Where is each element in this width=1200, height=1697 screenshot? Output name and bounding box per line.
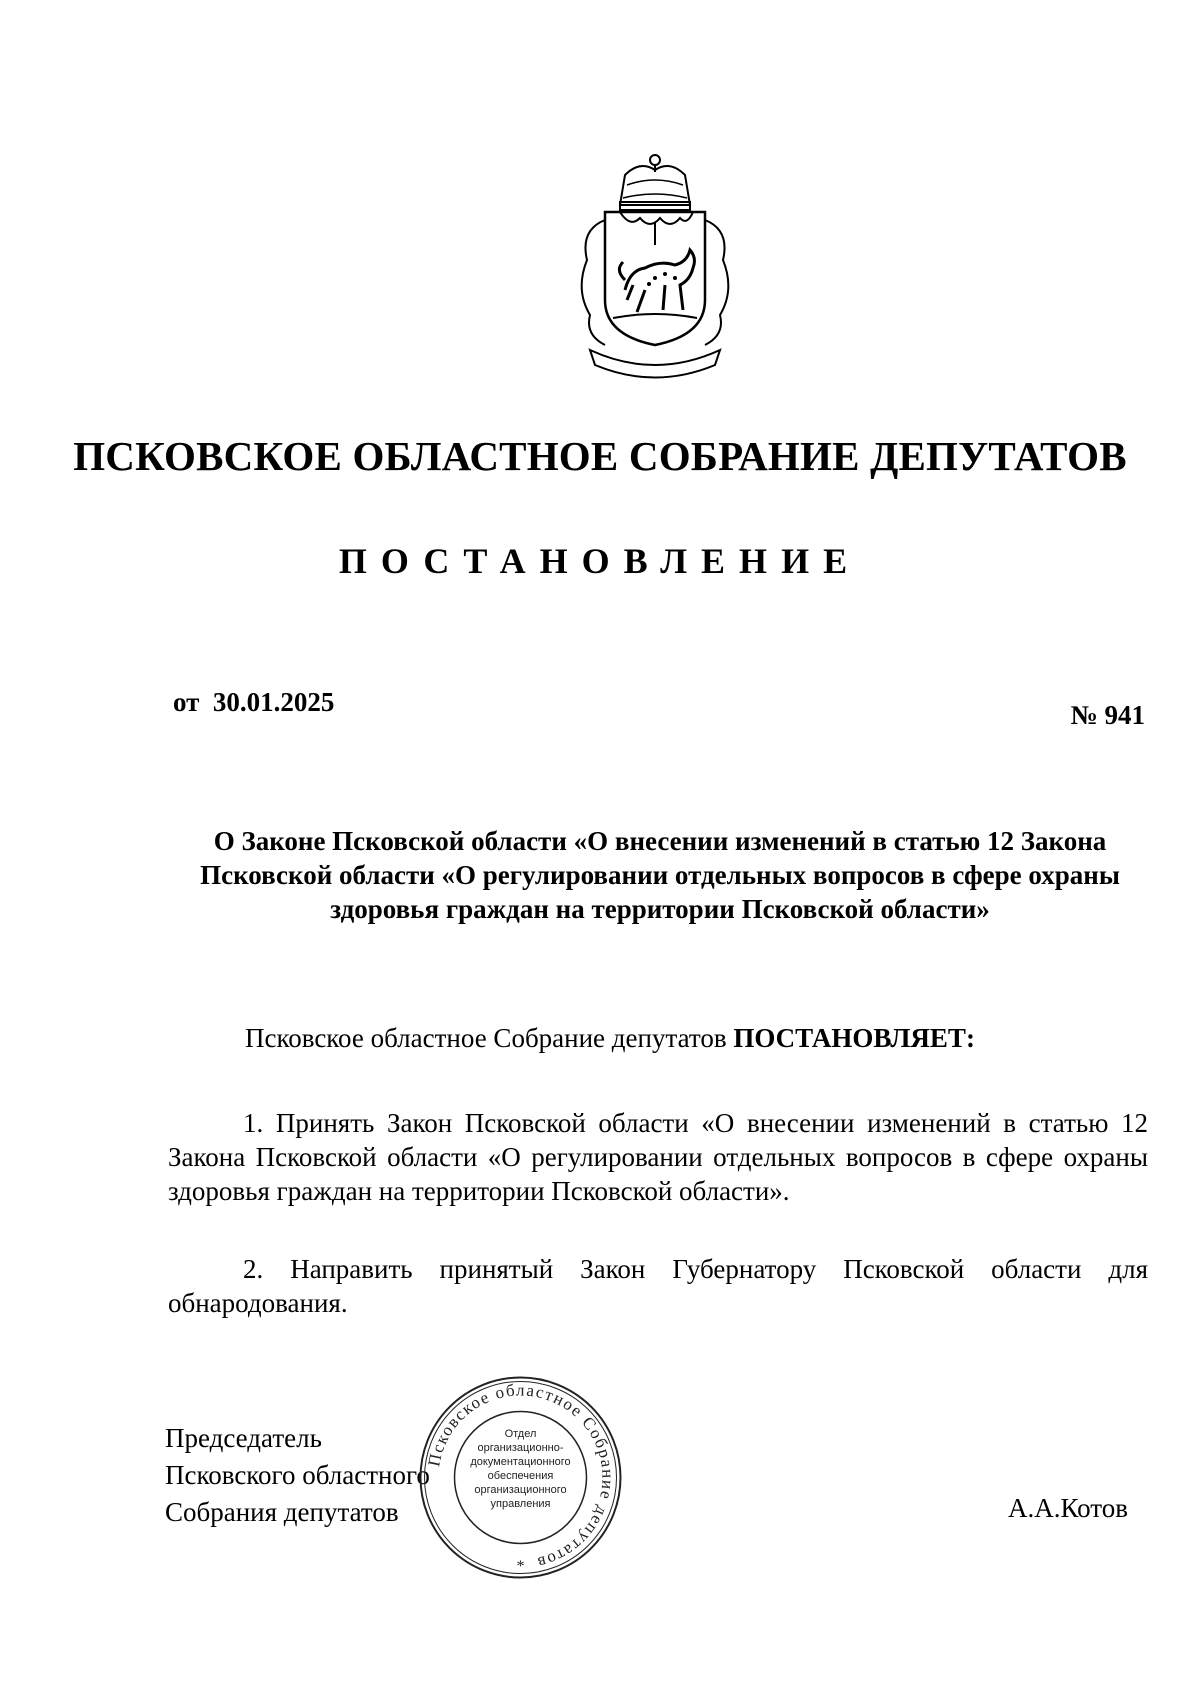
document-subject: О Законе Псковской области «О внесении изменений в статью 12 Закона Псковской области «О регулировании отдельных вопросов в сфере охраны здоровья граждан на территории Псковской области» — [200, 826, 1120, 924]
official-stamp — [418, 1375, 623, 1580]
signatory-title-line-1: Председатель — [165, 1423, 322, 1453]
stamp-line-3: документационного — [470, 1456, 571, 1468]
document-date: от 30.01.2025 — [173, 687, 335, 717]
coat-of-arms — [565, 150, 745, 380]
stamp-line-2: организационно- — [477, 1442, 564, 1454]
signatory-name: А.А.Котов — [1008, 1493, 1128, 1523]
stamp-star: * — [516, 1558, 525, 1575]
stamp-ring-text: Псковское областное Собрание депутатов — [424, 1380, 618, 1573]
stamp-line-4: обеспечения — [487, 1470, 554, 1482]
signatory-title-line-3: Собрания депутатов — [165, 1497, 399, 1527]
stamp-seal-icon — [418, 1375, 623, 1580]
organization-title: ПСКОВСКОЕ ОБЛАСТНОЕ СОБРАНИЕ ДЕПУТАТОВ — [73, 433, 1127, 479]
document-type: ПОСТАНОВЛЕНИЕ — [338, 541, 862, 581]
resolves-line — [245, 1023, 975, 1054]
paragraph-1: 1. Принять Закон Псковской области «О внесении изменений в статью 12 Закона Псковской области «О регулировании отдельных вопросов в сфере охраны здоровья граждан на территории Псковской области». — [168, 1108, 1148, 1206]
signatory-title-line-2: Псковского областного — [165, 1460, 430, 1490]
signatory-title — [165, 1420, 430, 1531]
document-number: № 941 — [1070, 700, 1145, 730]
stamp-line-5: организационного — [474, 1484, 567, 1496]
resolves-prefix: Псковское областное Собрание депутатов — [245, 1023, 734, 1053]
pskov-coat-of-arms-icon — [565, 150, 745, 380]
stamp-line-1: Отдел — [504, 1428, 537, 1440]
paragraph-2: 2. Направить принятый Закон Губернатору Псковской области для обнародования. — [168, 1254, 1148, 1318]
resolves-verb: ПОСТАНОВЛЯЕТ: — [733, 1023, 975, 1053]
stamp-line-6: управления — [490, 1498, 551, 1510]
